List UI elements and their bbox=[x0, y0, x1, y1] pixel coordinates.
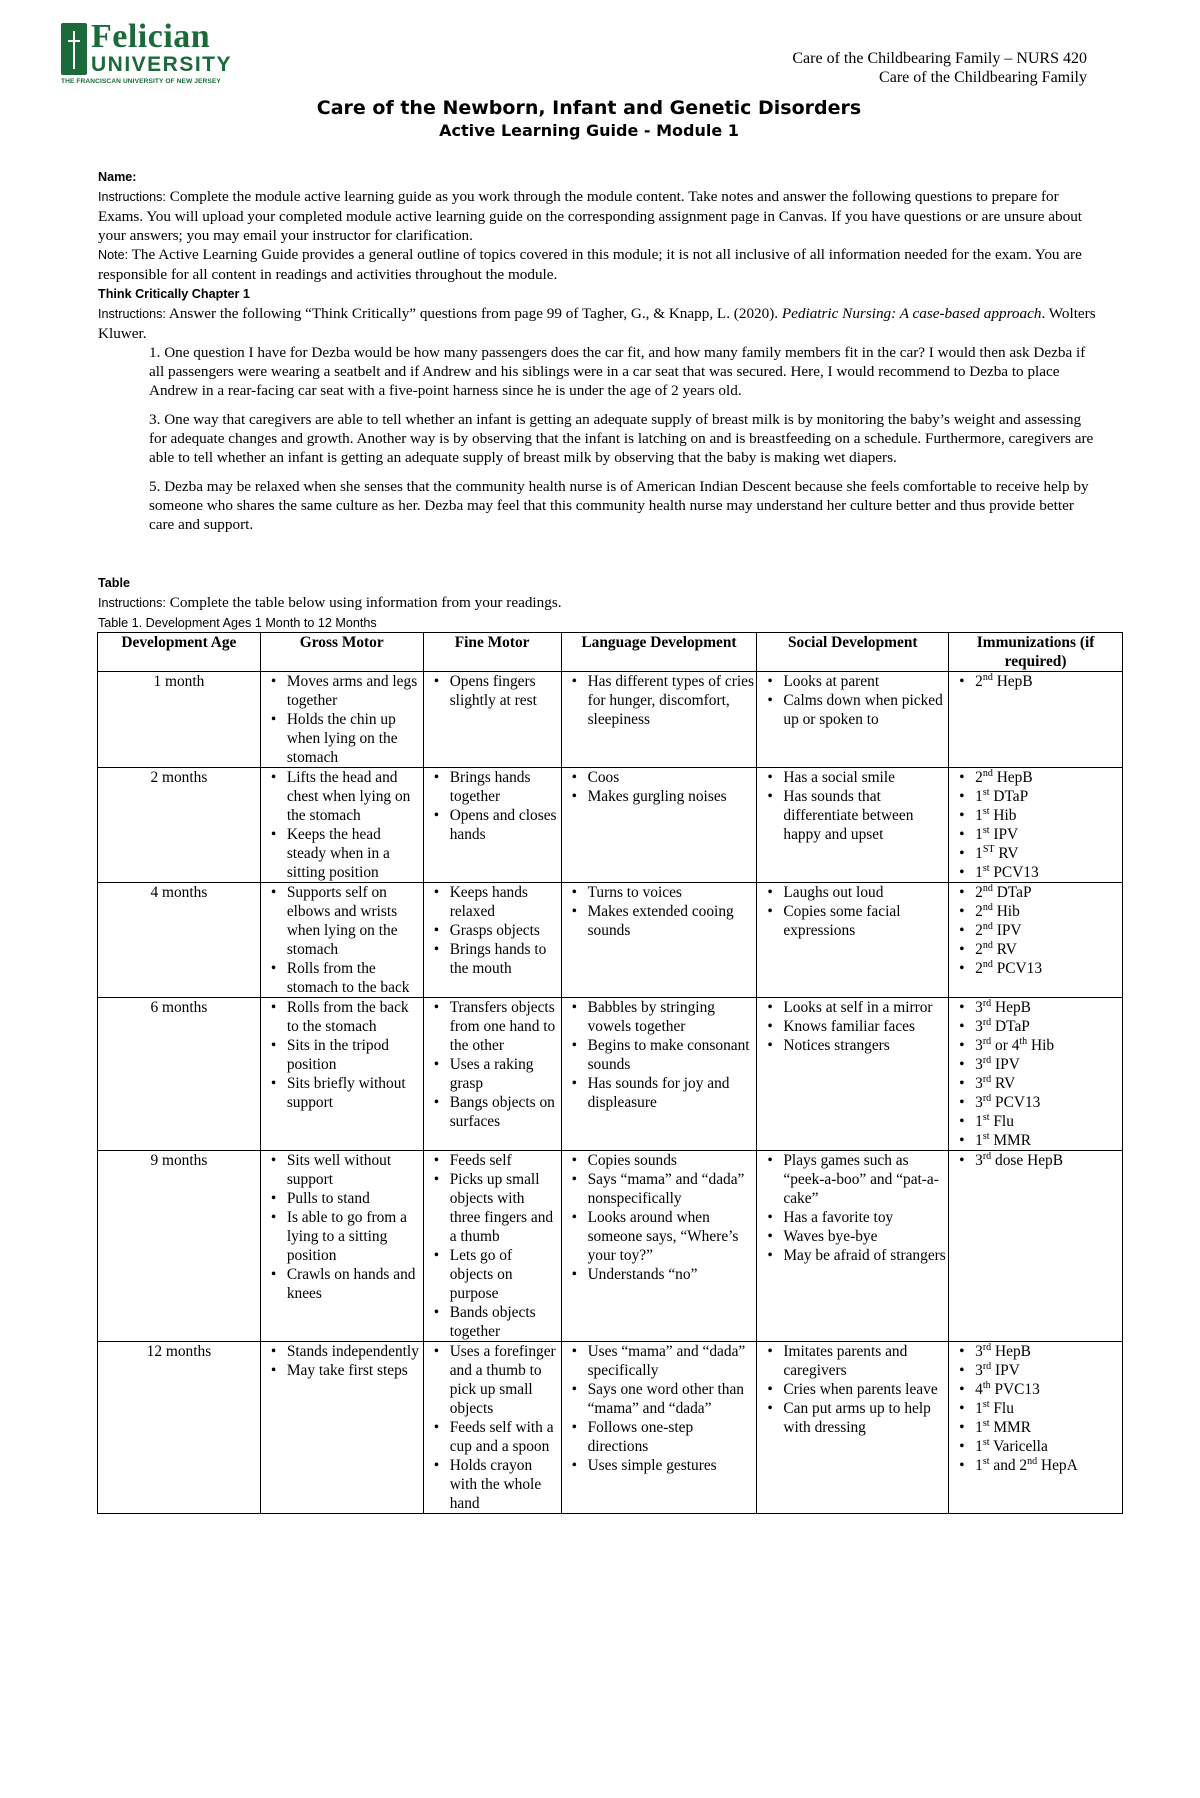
age-cell: 6 months bbox=[98, 998, 261, 1151]
list-item: • Lets go of objects on purpose bbox=[450, 1246, 559, 1303]
list-item: • Uses simple gestures bbox=[588, 1456, 755, 1475]
fine-motor-cell-list bbox=[426, 768, 559, 844]
immunization-item: • 3rd dose HepB bbox=[975, 1151, 1120, 1170]
immunizations-cell bbox=[949, 1342, 1123, 1514]
table-header-row bbox=[98, 633, 1123, 672]
language-cell-list bbox=[564, 998, 755, 1112]
list-item: • Cries when parents leave bbox=[783, 1380, 946, 1399]
social-cell bbox=[757, 768, 949, 883]
fine-motor-cell bbox=[423, 768, 561, 883]
page-subtitle: Active Learning Guide - Module 1 bbox=[439, 121, 739, 140]
gross-motor-cell-list bbox=[263, 672, 421, 767]
language-cell bbox=[561, 672, 757, 768]
immunizations-cell bbox=[949, 998, 1123, 1151]
gross-motor-cell-list bbox=[263, 1342, 421, 1380]
list-item: • Brings hands together bbox=[450, 768, 559, 806]
immunizations-cell bbox=[949, 768, 1123, 883]
book-title: Pediatric Nursing: A case-based approach bbox=[781, 305, 1042, 322]
list-item: • Understands “no” bbox=[588, 1265, 755, 1284]
age-cell: 2 months bbox=[98, 768, 261, 883]
list-item: • Opens and closes hands bbox=[450, 806, 559, 844]
list-item: • May be afraid of strangers bbox=[783, 1246, 946, 1265]
ordinal-suffix: st bbox=[982, 824, 990, 836]
list-item: • Waves bye-bye bbox=[783, 1227, 946, 1246]
immunizations-list bbox=[951, 768, 1120, 882]
immunization-item: • 2nd Hib bbox=[975, 902, 1120, 921]
language-cell-list bbox=[564, 883, 755, 940]
list-item: • Brings hands to the mouth bbox=[450, 940, 559, 978]
logo-tagline: THE FRANCISCAN UNIVERSITY OF NEW JERSEY bbox=[61, 78, 221, 85]
list-item: • Notices strangers bbox=[783, 1036, 946, 1055]
immunization-item: • 1st Varicella bbox=[975, 1437, 1120, 1456]
list-item: • Copies sounds bbox=[588, 1151, 755, 1170]
note-label: Note: bbox=[98, 248, 129, 262]
immunization-item: • 2nd PCV13 bbox=[975, 959, 1120, 978]
immunizations-list bbox=[951, 1151, 1120, 1170]
table-body bbox=[98, 672, 1123, 1514]
list-item: • Pulls to stand bbox=[287, 1189, 421, 1208]
language-cell bbox=[561, 1342, 757, 1514]
gross-motor-cell-list bbox=[263, 768, 421, 882]
ordinal-suffix: rd bbox=[982, 1341, 992, 1353]
fine-motor-cell bbox=[423, 883, 561, 998]
fine-motor-cell-list bbox=[426, 883, 559, 978]
immunization-item: • 3rd IPV bbox=[975, 1361, 1120, 1380]
ordinal-suffix: nd bbox=[982, 882, 993, 894]
ordinal-suffix: nd bbox=[982, 958, 993, 970]
ordinal-suffix: st bbox=[982, 1436, 990, 1448]
social-cell-list bbox=[759, 1342, 946, 1437]
age-cell: 9 months bbox=[98, 1151, 261, 1342]
answer-3: 3. One way that caregivers are able to tell whether an infant is getting an adequate supply of breast milk is by monitoring the baby’s weight and assessing for adequate changes and growth. Another way is by observing that the infant is latching on and is breastfeeding on a schedule. Furthermore, caregivers are able to tell whether an infant is getting an adequate supply of breast milk by observing that the baby is making wet diapers. bbox=[149, 411, 1094, 466]
list-item: • Is able to go from a lying to a sitting position bbox=[287, 1208, 421, 1265]
list-item: • Copies some facial expressions bbox=[783, 902, 946, 940]
instructions-label: Instructions: bbox=[98, 190, 166, 204]
gross-motor-cell-list bbox=[263, 1151, 421, 1303]
table-row bbox=[98, 768, 1123, 883]
list-item: • Makes extended cooing sounds bbox=[588, 902, 755, 940]
immunization-item: • 2nd HepB bbox=[975, 672, 1120, 691]
list-item: • Lifts the head and chest when lying on the stomach bbox=[287, 768, 421, 825]
ordinal-suffix: rd bbox=[982, 1150, 992, 1162]
name-label: Name: bbox=[98, 170, 137, 184]
table-row bbox=[98, 1342, 1123, 1514]
social-cell-list bbox=[759, 998, 946, 1055]
gross-motor-cell bbox=[260, 1151, 423, 1342]
list-item: • Picks up small objects with three fingers and a thumb bbox=[450, 1170, 559, 1246]
col-header-language: Language Development bbox=[561, 633, 757, 672]
list-item: • Plays games such as “peek-a-boo” and “pat-a-cake” bbox=[783, 1151, 946, 1208]
immunization-item: • 3rd PCV13 bbox=[975, 1093, 1120, 1112]
ordinal-suffix: rd bbox=[982, 1016, 992, 1028]
immunization-item: • 3rd HepB bbox=[975, 1342, 1120, 1361]
table-row bbox=[98, 883, 1123, 998]
immunization-item: • 2nd IPV bbox=[975, 921, 1120, 940]
logo-name: Felician bbox=[91, 18, 211, 55]
course-line: Care of the Childbearing Family – NURS 420 bbox=[792, 50, 1087, 67]
ordinal-suffix: rd bbox=[982, 997, 992, 1009]
immunization-item: • 2nd HepB bbox=[975, 768, 1120, 787]
gross-motor-cell bbox=[260, 998, 423, 1151]
think-instructions bbox=[98, 304, 1098, 343]
table-section bbox=[98, 573, 1128, 633]
language-cell-list bbox=[564, 672, 755, 729]
ordinal-suffix: rd bbox=[982, 1054, 992, 1066]
table-instructions-label: Instructions: bbox=[98, 596, 166, 610]
list-item: • Begins to make consonant sounds bbox=[588, 1036, 755, 1074]
list-item: • Calms down when picked up or spoken to bbox=[783, 691, 946, 729]
list-item: • Moves arms and legs together bbox=[287, 672, 421, 710]
immunization-item: • 1st and 2nd HepA bbox=[975, 1456, 1120, 1475]
instructions-text: Complete the module active learning guide as you work through the module content. Take notes and answer the following questions to prepare for Exams. You will upload your completed module active learning guide on the corresponding assignment page in Canvas. If you have questions or are unsure about your answers; you may email your instructor for clarification. bbox=[98, 188, 1083, 244]
immunization-item: • 1ST RV bbox=[975, 844, 1120, 863]
ordinal-suffix: st bbox=[982, 1417, 990, 1429]
fine-motor-cell bbox=[423, 672, 561, 768]
list-item: • Babbles by stringing vowels together bbox=[588, 998, 755, 1036]
ordinal-suffix: st bbox=[982, 1130, 990, 1142]
list-item: • Imitates parents and caregivers bbox=[783, 1342, 946, 1380]
list-item: • Bands objects together bbox=[450, 1303, 559, 1341]
ordinal-suffix: nd bbox=[1027, 1455, 1038, 1467]
language-cell-list bbox=[564, 768, 755, 806]
table-row bbox=[98, 672, 1123, 768]
table-heading: Table bbox=[98, 576, 130, 590]
ordinal-suffix: rd bbox=[982, 1035, 992, 1047]
ordinal-suffix: nd bbox=[982, 920, 993, 932]
instructions-paragraph bbox=[98, 187, 1098, 245]
list-item: • Has a favorite toy bbox=[783, 1208, 946, 1227]
list-item: • Has a social smile bbox=[783, 768, 946, 787]
list-item: • Looks at self in a mirror bbox=[783, 998, 946, 1017]
immunization-item: • 1st MMR bbox=[975, 1418, 1120, 1437]
list-item: • Makes gurgling noises bbox=[588, 787, 755, 806]
gross-motor-cell-list bbox=[263, 998, 421, 1112]
list-item: • Says “mama” and “dada” nonspecifically bbox=[588, 1170, 755, 1208]
ordinal-suffix: st bbox=[982, 1398, 990, 1410]
ordinal-suffix: st bbox=[982, 1455, 990, 1467]
list-item: • Sits well without support bbox=[287, 1151, 421, 1189]
language-cell bbox=[561, 768, 757, 883]
immunization-item: • 2nd RV bbox=[975, 940, 1120, 959]
list-item: • Feeds self bbox=[450, 1151, 559, 1170]
col-header-gross-motor: Gross Motor bbox=[260, 633, 423, 672]
fine-motor-cell-list bbox=[426, 998, 559, 1131]
ordinal-suffix: st bbox=[982, 1111, 990, 1123]
list-item: • Holds crayon with the whole hand bbox=[450, 1456, 559, 1513]
immunization-item: • 1st Flu bbox=[975, 1112, 1120, 1131]
list-item: • Rolls from the back to the stomach bbox=[287, 998, 421, 1036]
immunizations-list bbox=[951, 883, 1120, 978]
list-item: • Feeds self with a cup and a spoon bbox=[450, 1418, 559, 1456]
fine-motor-cell-list bbox=[426, 1342, 559, 1513]
gross-motor-cell bbox=[260, 672, 423, 768]
page-title: Care of the Newborn, Infant and Genetic Disorders bbox=[316, 97, 862, 119]
immunization-item: • 3rd DTaP bbox=[975, 1017, 1120, 1036]
age-cell: 4 months bbox=[98, 883, 261, 998]
col-header-fine-motor: Fine Motor bbox=[423, 633, 561, 672]
immunization-item: • 3rd or 4th Hib bbox=[975, 1036, 1120, 1055]
list-item: • Stands independently bbox=[287, 1342, 421, 1361]
list-item: • Has sounds that differentiate between happy and upset bbox=[783, 787, 946, 844]
answer-5: 5. Dezba may be relaxed when she senses that the community health nurse is of American Indian Descent because she feels comfortable to receive help by someone who shares the same culture as her. Dezba may feel that this community health nurse may understand her culture better and thus provide better care and support. bbox=[149, 478, 1089, 533]
note-text: The Active Learning Guide provides a general outline of topics covered in this module; it is not all inclusive of all information needed for the exam. You are responsible for all content in readings and activities throughout the module. bbox=[98, 246, 1082, 283]
gross-motor-cell bbox=[260, 768, 423, 883]
list-item: • Holds the chin up when lying on the stomach bbox=[287, 710, 421, 767]
list-item: • Rolls from the stomach to the back bbox=[287, 959, 421, 997]
course-subline: Care of the Childbearing Family bbox=[879, 69, 1087, 86]
list-item: • Supports self on elbows and wrists when lying on the stomach bbox=[287, 883, 421, 959]
list-item: • Sits briefly without support bbox=[287, 1074, 421, 1112]
list-item: • Crawls on hands and knees bbox=[287, 1265, 421, 1303]
table-row bbox=[98, 998, 1123, 1151]
social-cell bbox=[757, 998, 949, 1151]
gross-motor-cell-list bbox=[263, 883, 421, 997]
list-item: • Says one word other than “mama” and “dada” bbox=[588, 1380, 755, 1418]
list-item: • Laughs out loud bbox=[783, 883, 946, 902]
fine-motor-cell-list bbox=[426, 1151, 559, 1341]
list-item: • Looks at parent bbox=[783, 672, 946, 691]
immunization-item: • 3rd RV bbox=[975, 1074, 1120, 1093]
language-cell bbox=[561, 883, 757, 998]
book-publisher: . Wolters Kluwer. bbox=[98, 305, 1096, 342]
immunizations-list bbox=[951, 1342, 1120, 1475]
immunization-item: • 3rd IPV bbox=[975, 1055, 1120, 1074]
note-paragraph bbox=[98, 245, 1098, 284]
list-item: • Uses “mama” and “dada” specifically bbox=[588, 1342, 755, 1380]
ordinal-suffix: st bbox=[982, 805, 990, 817]
ordinal-suffix: nd bbox=[982, 939, 993, 951]
immunization-item: • 4th PVC13 bbox=[975, 1380, 1120, 1399]
ordinal-suffix: ST bbox=[982, 843, 995, 855]
fine-motor-cell bbox=[423, 1342, 561, 1514]
immunizations-cell bbox=[949, 1151, 1123, 1342]
list-item: • Has different types of cries for hunger, discomfort, sleepiness bbox=[588, 672, 755, 729]
gross-motor-cell bbox=[260, 883, 423, 998]
social-cell-list bbox=[759, 1151, 946, 1265]
cross-icon bbox=[61, 23, 87, 75]
list-item: • Transfers objects from one hand to the other bbox=[450, 998, 559, 1055]
list-item: • Keeps hands relaxed bbox=[450, 883, 559, 921]
course-header bbox=[792, 49, 1087, 87]
social-cell-list bbox=[759, 672, 946, 729]
social-cell bbox=[757, 672, 949, 768]
ordinal-suffix: st bbox=[982, 862, 990, 874]
list-item: • Bangs objects on surfaces bbox=[450, 1093, 559, 1131]
logo-university: UNIVERSITY bbox=[91, 53, 233, 76]
immunization-item: • 1st IPV bbox=[975, 825, 1120, 844]
ordinal-suffix: nd bbox=[982, 671, 993, 683]
ordinal-suffix: th bbox=[1019, 1035, 1028, 1047]
list-item: • Turns to voices bbox=[588, 883, 755, 902]
think-critically-heading: Think Critically Chapter 1 bbox=[98, 287, 250, 301]
immunizations-cell bbox=[949, 672, 1123, 768]
think-instructions-text: Answer the following “Think Critically” questions from page 99 of Tagher, G., & Knapp, L. (2020). bbox=[165, 305, 782, 322]
ordinal-suffix: st bbox=[982, 786, 990, 798]
table-row bbox=[98, 1151, 1123, 1342]
social-cell-list bbox=[759, 768, 946, 844]
social-cell bbox=[757, 1342, 949, 1514]
col-header-age: Development Age bbox=[98, 633, 261, 672]
immunization-item: • 3rd HepB bbox=[975, 998, 1120, 1017]
language-cell-list bbox=[564, 1151, 755, 1284]
list-item: • Uses a forefinger and a thumb to pick up small objects bbox=[450, 1342, 559, 1418]
social-cell bbox=[757, 1151, 949, 1342]
social-cell bbox=[757, 883, 949, 998]
ordinal-suffix: rd bbox=[982, 1073, 992, 1085]
list-item: • Has sounds for joy and displeasure bbox=[588, 1074, 755, 1112]
ordinal-suffix: rd bbox=[982, 1360, 992, 1372]
list-item: • Uses a raking grasp bbox=[450, 1055, 559, 1093]
table-instructions bbox=[98, 593, 1128, 613]
list-item: • Grasps objects bbox=[450, 921, 559, 940]
immunizations-list bbox=[951, 998, 1120, 1150]
immunizations-list bbox=[951, 672, 1120, 691]
fine-motor-cell-list bbox=[426, 672, 559, 710]
immunizations-cell bbox=[949, 883, 1123, 998]
immunization-item: • 1st PCV13 bbox=[975, 863, 1120, 882]
ordinal-suffix: nd bbox=[982, 901, 993, 913]
ordinal-suffix: nd bbox=[982, 767, 993, 779]
think-instructions-label: Instructions: bbox=[98, 307, 166, 321]
list-item: • May take first steps bbox=[287, 1361, 421, 1380]
immunization-item: • 1st MMR bbox=[975, 1131, 1120, 1150]
answer-1: 1. One question I have for Dezba would be how many passengers does the car fit, and how many family members fit in the car? I would then ask Dezba if all passengers were wearing a seatbelt and if Andrew and his siblings were in a car seat that was secured. Here, I would recommend to Dezba to place Andrew in a rear-facing car seat with a five-point harness since he is under the age of 2 years old. bbox=[149, 344, 1086, 399]
table-instructions-text: Complete the table below using information from your readings. bbox=[165, 594, 562, 611]
list-item: • Can put arms up to help with dressing bbox=[783, 1399, 946, 1437]
list-item: • Looks around when someone says, “Where’s your toy?” bbox=[588, 1208, 755, 1265]
immunization-item: • 2nd DTaP bbox=[975, 883, 1120, 902]
table-caption: Table 1. Development Ages 1 Month to 12 Months bbox=[98, 616, 377, 630]
list-item: • Opens fingers slightly at rest bbox=[450, 672, 559, 710]
immunization-item: • 1st DTaP bbox=[975, 787, 1120, 806]
fine-motor-cell bbox=[423, 998, 561, 1151]
list-item: • Sits in the tripod position bbox=[287, 1036, 421, 1074]
immunization-item: • 1st Flu bbox=[975, 1399, 1120, 1418]
university-logo bbox=[61, 20, 241, 86]
list-item: • Follows one-step directions bbox=[588, 1418, 755, 1456]
guide-content bbox=[98, 167, 1098, 534]
list-item: • Knows familiar faces bbox=[783, 1017, 946, 1036]
fine-motor-cell bbox=[423, 1151, 561, 1342]
gross-motor-cell bbox=[260, 1342, 423, 1514]
immunization-item: • 1st Hib bbox=[975, 806, 1120, 825]
development-table bbox=[97, 632, 1123, 1514]
col-header-social: Social Development bbox=[757, 633, 949, 672]
age-cell: 12 months bbox=[98, 1342, 261, 1514]
social-cell-list bbox=[759, 883, 946, 940]
age-cell: 1 month bbox=[98, 672, 261, 768]
language-cell-list bbox=[564, 1342, 755, 1475]
col-header-immunizations: Immunizations (if required) bbox=[949, 633, 1123, 672]
ordinal-suffix: rd bbox=[982, 1092, 992, 1104]
list-item: • Keeps the head steady when in a sitting position bbox=[287, 825, 421, 882]
language-cell bbox=[561, 1151, 757, 1342]
ordinal-suffix: th bbox=[982, 1379, 991, 1391]
list-item: • Coos bbox=[588, 768, 755, 787]
language-cell bbox=[561, 998, 757, 1151]
